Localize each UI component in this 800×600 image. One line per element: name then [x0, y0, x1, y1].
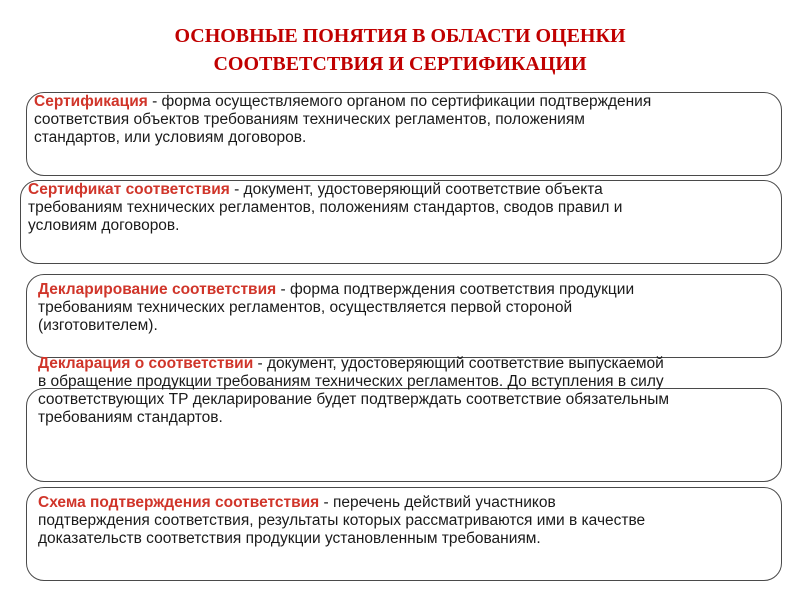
slide-title-line-2: СООТВЕТСТВИЯ И СЕРТИФИКАЦИИ	[213, 53, 587, 75]
slide-title-line-1: ОСНОВНЫЕ ПОНЯТИЯ В ОБЛАСТИ ОЦЕНКИ	[174, 25, 626, 47]
definition-body: - документ, удостоверяющий соответствие выпускаемой в обращение продукции требованиям технических регламентов. До вступления в силу соответствующих ТР декларирование будет подтверждать соответствие обязательным требованиям стандартов.	[38, 355, 670, 426]
definition-body: - форма осуществляемого органом по сертификации подтверждения соответствия объектов требованиям технических регламентов, положениям стандартов, или условиям договоров.	[34, 93, 652, 146]
definition-term: Сертификат соответствия	[28, 181, 230, 198]
definition-text-certificate	[28, 181, 780, 235]
slide-title	[0, 22, 800, 78]
definition-body: - форма подтверждения соответствия продукции требованиям технических регламентов, осуществляется первой стороной (изготовителем).	[38, 281, 635, 334]
definition-term: Декларирование соответствия	[38, 281, 277, 298]
definition-term: Сертификация	[34, 93, 148, 110]
definition-text-declaring	[38, 281, 738, 335]
definition-term: Декларация о соответствии	[38, 355, 254, 372]
definition-text-certification	[34, 93, 734, 147]
definition-text-declaration	[38, 355, 776, 427]
definition-text-scheme	[38, 494, 768, 548]
definition-term: Схема подтверждения соответствия	[38, 494, 320, 511]
definition-body: - документ, удостоверяющий соответствие объекта требованиям технических регламентов, положениям стандартов, сводов правил и условиям договоров.	[28, 181, 623, 234]
definition-body: - перечень действий участников подтверждения соответствия, результаты которых рассматриваются ими в качестве доказательств соответствия продукции установленным требованиям.	[38, 494, 646, 547]
